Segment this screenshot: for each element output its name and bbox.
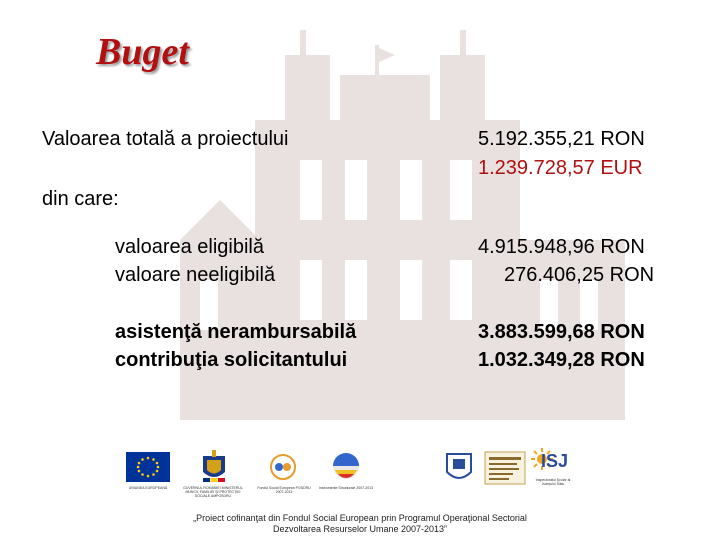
total-ron-value: 5.192.355,21 RON (478, 128, 645, 150)
ministry-education-logo-icon (483, 450, 527, 486)
total-eur-value: 1.239.728,57 EUR (478, 157, 643, 179)
eligible-value: 4.915.948,96 RON (478, 236, 645, 258)
isj-label: ISJ (541, 451, 569, 471)
footer-line-2: Dezvoltarea Resurselor Umane 2007-2013” (272, 524, 448, 534)
eu-caption: UNIUNEA EUROPEANĂ (128, 486, 168, 490)
footer-note (100, 513, 620, 535)
contribution-label: contribuţia solicitantului (115, 349, 348, 371)
ministry-emblem-icon (443, 450, 475, 486)
grant-label: asistenţă nerambursabilă (115, 321, 357, 343)
structural-instruments-icon (326, 450, 366, 482)
isj-caption: Inspectoratul Şcolar al Judeţului Sibiu (535, 478, 571, 486)
isj-logo (531, 448, 575, 486)
grant-value: 3.883.599,68 RON (478, 321, 645, 343)
contribution-value: 1.032.349,28 RON (478, 349, 645, 371)
ineligible-value: 276.406,25 RON (504, 264, 655, 286)
is-caption: Instrumente Structurale 2007-2013 (318, 486, 374, 490)
eligible-label: valoarea eligibilă (115, 236, 264, 258)
page-title: Buget (96, 31, 189, 73)
footer-line-1: „Proiect cofinanţat din Fondul Social European prin Programul Operaţional Sectorial (193, 513, 527, 523)
fse-caption: Fondul Social European POSDRU 2007-2013 (257, 486, 311, 494)
romania-coat-of-arms-icon (201, 448, 227, 484)
of-which-label: din care: (42, 188, 119, 210)
ineligible-label: valoare neeligibilă (115, 264, 276, 286)
total-label: Valoarea totală a proiectului (42, 128, 289, 150)
gov-caption: GUVERNUL ROMÂNIEI MINISTERUL MUNCII, FAMILIEI ŞI PROTECŢIEI SOCIALE AMPOSDRU (183, 486, 243, 498)
fse-logo-icon (262, 452, 304, 482)
eu-flag-icon (126, 452, 170, 482)
